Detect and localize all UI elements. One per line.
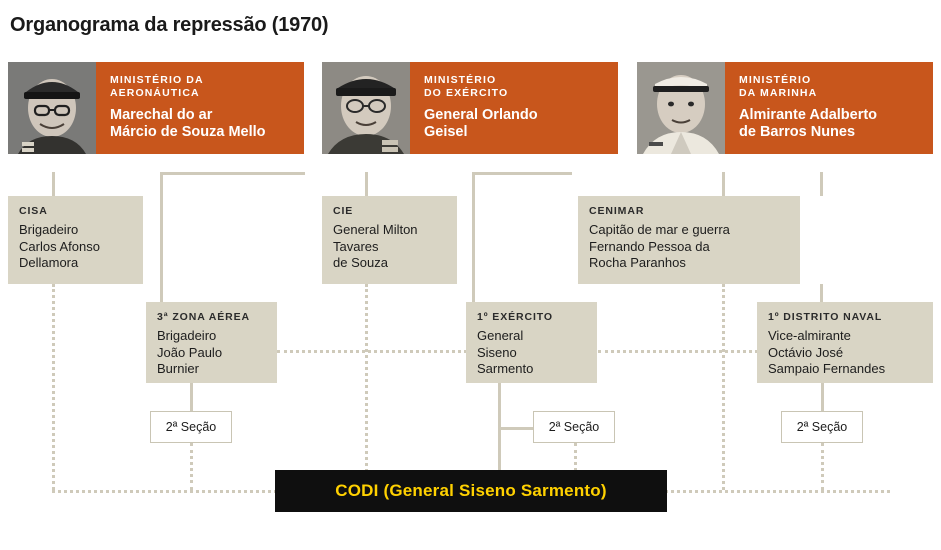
ministry-name-exercito bbox=[424, 107, 606, 141]
line-2: Siseno bbox=[477, 344, 517, 360]
bottom-rail-left bbox=[52, 490, 277, 493]
ministry-kicker-exercito bbox=[424, 74, 606, 100]
name-line-2: Márcio de Souza Mello bbox=[110, 124, 266, 140]
command-body-1o-exercito bbox=[477, 328, 587, 378]
line-2: Octávio José bbox=[768, 344, 844, 360]
connector-cie-codi bbox=[365, 284, 368, 490]
name-line-1: General Orlando bbox=[424, 107, 538, 123]
section-label-2: 2ª Seção bbox=[548, 420, 600, 434]
section-box-1[interactable] bbox=[150, 411, 232, 443]
connector-cenimar-codi bbox=[722, 284, 725, 490]
line-3: Dellamora bbox=[19, 255, 79, 270]
line-1: General Milton bbox=[333, 222, 418, 237]
line-2: Carlos Afonso bbox=[19, 238, 100, 254]
kicker-line-1: MINISTÉRIO bbox=[424, 74, 497, 86]
line-3: Sarmento bbox=[477, 361, 534, 376]
ministry-kicker-aeronautica bbox=[110, 74, 292, 100]
ministry-bar-aeronautica bbox=[96, 62, 304, 154]
agency-label-cisa: CISA bbox=[19, 205, 48, 217]
codi-label: CODI (General Siseno Sarmento) bbox=[335, 481, 607, 500]
connector-army-cie bbox=[365, 172, 368, 196]
connector-navy-dn-v bbox=[820, 172, 823, 196]
kicker-line-1: MINISTÉRIO bbox=[739, 74, 812, 86]
connector-dn-secao3 bbox=[821, 383, 824, 411]
line-2: Fernando Pessoa da bbox=[589, 238, 710, 254]
agency-label-cie: CIE bbox=[333, 205, 354, 217]
command-label-1o-exercito: 1º EXÉRCITO bbox=[477, 311, 553, 323]
command-label-1o-distrito-naval: 1º DISTRITO NAVAL bbox=[768, 311, 883, 323]
section-label-3: 2ª Seção bbox=[796, 420, 848, 434]
line-3: Sampaio Fernandes bbox=[768, 361, 886, 376]
line-3: de Souza bbox=[333, 255, 388, 270]
line-3: Burnier bbox=[157, 361, 199, 376]
line-1: General bbox=[477, 328, 524, 343]
line-1: Capitão de mar e guerra bbox=[589, 222, 730, 237]
kicker-line-1: MINISTÉRIO DA bbox=[110, 74, 204, 86]
kicker-line-2: AERONÁUTICA bbox=[110, 87, 200, 99]
line-2: João Paulo bbox=[157, 344, 223, 360]
connector-aero-cisa bbox=[52, 172, 55, 196]
connector-army-1ex-v bbox=[472, 172, 475, 302]
line-3: Rocha Paranhos bbox=[589, 255, 686, 270]
line-1: Vice-almirante bbox=[768, 328, 851, 343]
connector-cenimar-dn bbox=[820, 284, 823, 302]
connector-secao3-rail bbox=[821, 443, 824, 490]
portrait-navy-officer-photo bbox=[637, 62, 725, 154]
connector-army-1ex-h bbox=[472, 172, 572, 175]
ministry-card-marinha[interactable] bbox=[637, 62, 933, 154]
name-line-1: Marechal do ar bbox=[110, 107, 213, 123]
agency-label-cenimar: CENIMAR bbox=[589, 205, 645, 217]
kicker-line-2: DA MARINHA bbox=[739, 87, 818, 99]
connector-aero-zone-h bbox=[160, 172, 305, 175]
ministry-bar-exercito bbox=[410, 62, 618, 154]
portrait-air-force-officer-photo bbox=[8, 62, 96, 154]
ministry-card-aeronautica[interactable] bbox=[8, 62, 304, 154]
agency-body-cisa bbox=[19, 222, 133, 272]
agency-body-cie bbox=[333, 222, 447, 272]
ministry-name-marinha bbox=[739, 107, 921, 141]
name-line-2: de Barros Nunes bbox=[739, 124, 856, 140]
ministry-card-exercito[interactable] bbox=[322, 62, 618, 154]
command-box-1o-exercito[interactable] bbox=[466, 302, 597, 383]
portrait-army-officer-photo bbox=[322, 62, 410, 154]
connector-zone-1ex-rail bbox=[277, 350, 467, 353]
codi-bar[interactable] bbox=[275, 470, 667, 512]
kicker-line-2: DO EXÉRCITO bbox=[424, 87, 509, 99]
agency-body-cenimar bbox=[589, 222, 790, 272]
section-box-3[interactable] bbox=[781, 411, 863, 443]
name-line-1: Almirante Adalberto bbox=[739, 107, 878, 123]
section-box-2[interactable] bbox=[533, 411, 615, 443]
command-box-3a-zona-aerea[interactable] bbox=[146, 302, 277, 383]
connector-cisa-codi bbox=[52, 284, 55, 490]
agency-box-cie[interactable] bbox=[322, 196, 457, 284]
command-box-1o-distrito-naval[interactable] bbox=[757, 302, 933, 383]
line-2: Tavares bbox=[333, 238, 379, 254]
line-1: Brigadeiro bbox=[19, 222, 79, 237]
command-body-1o-distrito-naval bbox=[768, 328, 923, 378]
name-line-2: Geisel bbox=[424, 124, 468, 140]
agency-box-cenimar[interactable] bbox=[578, 196, 800, 284]
command-label-3a-zona-aerea: 3ª ZONA AÉREA bbox=[157, 311, 250, 323]
page-title: Organograma da repressão (1970) bbox=[10, 14, 329, 36]
connector-1ex-dn-rail bbox=[598, 350, 758, 353]
line-1: Brigadeiro bbox=[157, 328, 217, 343]
connector-1ex-secao2 bbox=[498, 427, 533, 430]
connector-navy-cenimar bbox=[722, 172, 725, 196]
section-label-1: 2ª Seção bbox=[165, 420, 217, 434]
connector-aero-zone-v bbox=[160, 172, 163, 302]
ministry-bar-marinha bbox=[725, 62, 933, 154]
command-body-3a-zona-aerea bbox=[157, 328, 267, 378]
bottom-rail-right bbox=[665, 490, 890, 493]
connector-secao1-rail bbox=[190, 443, 193, 490]
agency-box-cisa[interactable] bbox=[8, 196, 143, 284]
ministry-name-aeronautica bbox=[110, 107, 292, 141]
connector-zone-secao bbox=[190, 383, 193, 411]
ministry-kicker-marinha bbox=[739, 74, 921, 100]
